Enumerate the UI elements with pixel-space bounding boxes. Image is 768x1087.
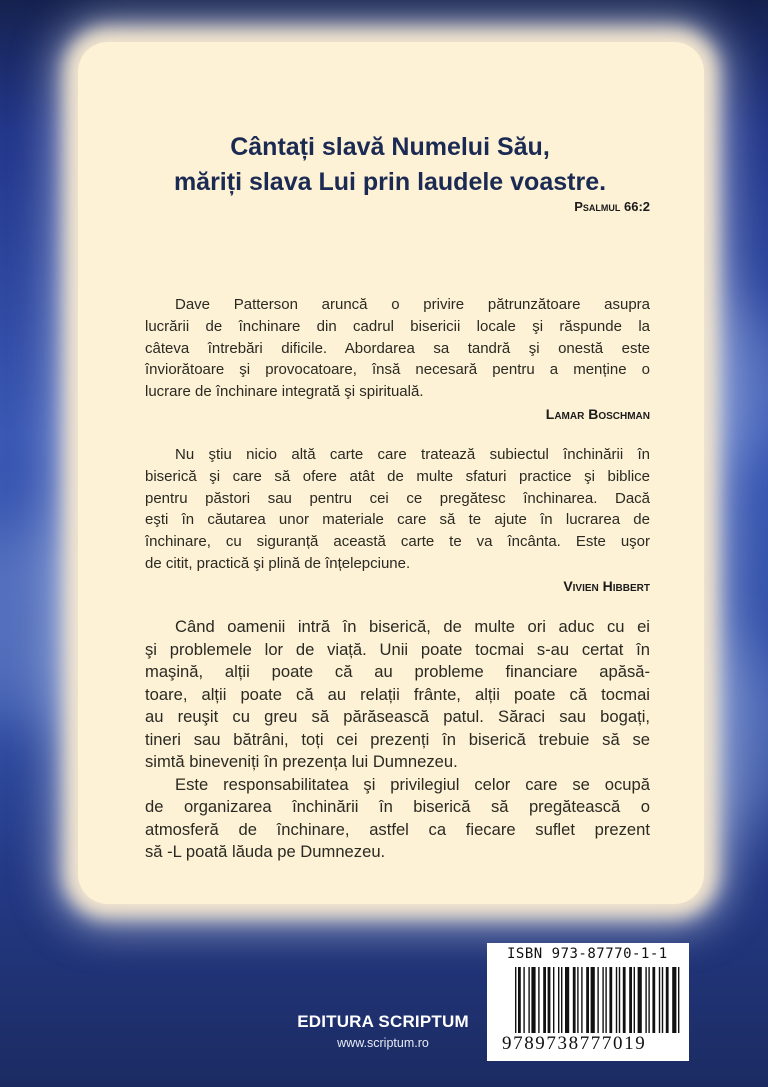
barcode-bar — [638, 967, 642, 1033]
text-line: biserică şi care să ofere atât de multe sfaturi practice şi biblice — [145, 467, 650, 485]
barcode-bar — [591, 967, 595, 1033]
verse-line: Cântați slavă Numelui Său, — [230, 133, 550, 161]
barcode-bar — [561, 967, 562, 1033]
endorsement — [145, 444, 650, 597]
ean-digits: 9789738777019 — [502, 1033, 647, 1054]
text-line: de citit, practică şi plină de înțelepciune. — [145, 554, 411, 572]
text-line: şi problemele lor de viață. Unii poate tocmai s-au certat în — [145, 639, 650, 659]
text-line: Dave Patterson aruncă o privire pătrunzătoare asupra — [175, 296, 650, 313]
barcode-bar — [548, 967, 551, 1033]
barcode-bar — [543, 967, 546, 1033]
verse-reference: Psalmul 66:2 — [574, 199, 650, 214]
endorsement-author: Vivien Hibbert — [563, 577, 650, 594]
barcode-bar — [558, 967, 559, 1033]
barcode-bar — [678, 967, 679, 1033]
text-line: de organizarea închinării în biserică să pregătească o — [145, 797, 650, 816]
barcode-bar — [581, 967, 582, 1033]
publisher-block — [283, 1012, 483, 1050]
text-line: tineri sau bătrâni, toți cei prezenți în biserică trebuie să se — [145, 729, 650, 749]
text-line: simtă bineveniți în prezența lui Dumnezeu. — [145, 752, 458, 771]
text-line: închinare, cu siguranță această carte te va încânta. Este uşor — [145, 533, 650, 551]
text-line: eşti în căutarea unor materiale care să te ajute în lucrarea de — [145, 511, 650, 529]
text-line: au reuşit cu greu să părăsească patul. Săraci sau bogați, — [145, 707, 650, 726]
publisher-website: www.scriptum.ro — [337, 1036, 429, 1050]
barcode-bar — [645, 967, 646, 1033]
barcode-bar — [659, 967, 660, 1033]
barcode-bar — [662, 967, 663, 1033]
text-line: maşină, alții poate că au probleme financiare apăsă- — [145, 662, 650, 681]
text-line: înviorătoare şi provocatoare, însă necesară pentru a menține o — [145, 361, 650, 379]
barcode-bar — [577, 967, 578, 1033]
barcode-bar — [666, 967, 669, 1033]
barcode-bar — [605, 967, 606, 1033]
barcode-bar — [597, 967, 598, 1033]
text-line: lucrare de închinare integrată şi spirituală. — [145, 383, 424, 401]
barcode-bar — [629, 967, 632, 1033]
barcode-bar — [586, 967, 589, 1033]
barcode-bar — [538, 967, 539, 1033]
barcode-bar — [652, 967, 655, 1033]
publisher-name: EDITURA SCRIPTUM — [297, 1012, 469, 1031]
barcode-bar — [616, 967, 617, 1033]
barcode-bar — [609, 967, 612, 1033]
text-line: câteva întrebări dificile. Abordarea sa tandră şi onestă este — [145, 339, 650, 357]
barcode-bar — [523, 967, 524, 1033]
endorsement — [145, 294, 650, 425]
barcode-bar — [573, 967, 576, 1033]
barcode-bar — [528, 967, 529, 1033]
description — [145, 616, 650, 864]
text-line: Este responsabilitatea şi privilegiul celor care se ocupă — [175, 774, 650, 794]
text-line: să -L poată lăuda pe Dumnezeu. — [145, 842, 386, 861]
barcode-bar — [565, 967, 569, 1033]
isbn-text: ISBN 973-87770-1-1 — [507, 946, 668, 962]
isbn-barcode — [487, 943, 689, 1061]
barcode-bar — [672, 967, 676, 1033]
endorsement-author: Lamar Boschman — [545, 405, 650, 422]
barcode-bar — [634, 967, 635, 1033]
barcode-bar — [602, 967, 603, 1033]
text-line: toare, alții poate că au relații frânte, alții poate că tocmai — [145, 684, 650, 704]
text-line: atmosferă de închinare, astfel ca fiecare suflet prezent — [145, 819, 650, 839]
text-line: lucrării de închinare din cadrul bisericii locale şi răspunde la — [145, 317, 650, 335]
verse-line: măriți slava Lui prin laudele voastre. — [173, 168, 607, 196]
text-line: Nu ştiu nicio altă carte care tratează subiectul închinării în — [175, 446, 650, 463]
text-line: Când oamenii intră în biserică, de multe ori aduc cu ei — [175, 617, 650, 636]
barcode-bar — [553, 967, 554, 1033]
barcode-bar — [531, 967, 535, 1033]
text-line: pentru păstori sau pentru cei ce pregătesc închinarea. Dacă — [145, 489, 650, 507]
barcode-bar — [648, 967, 649, 1033]
verse-heading — [100, 130, 680, 200]
